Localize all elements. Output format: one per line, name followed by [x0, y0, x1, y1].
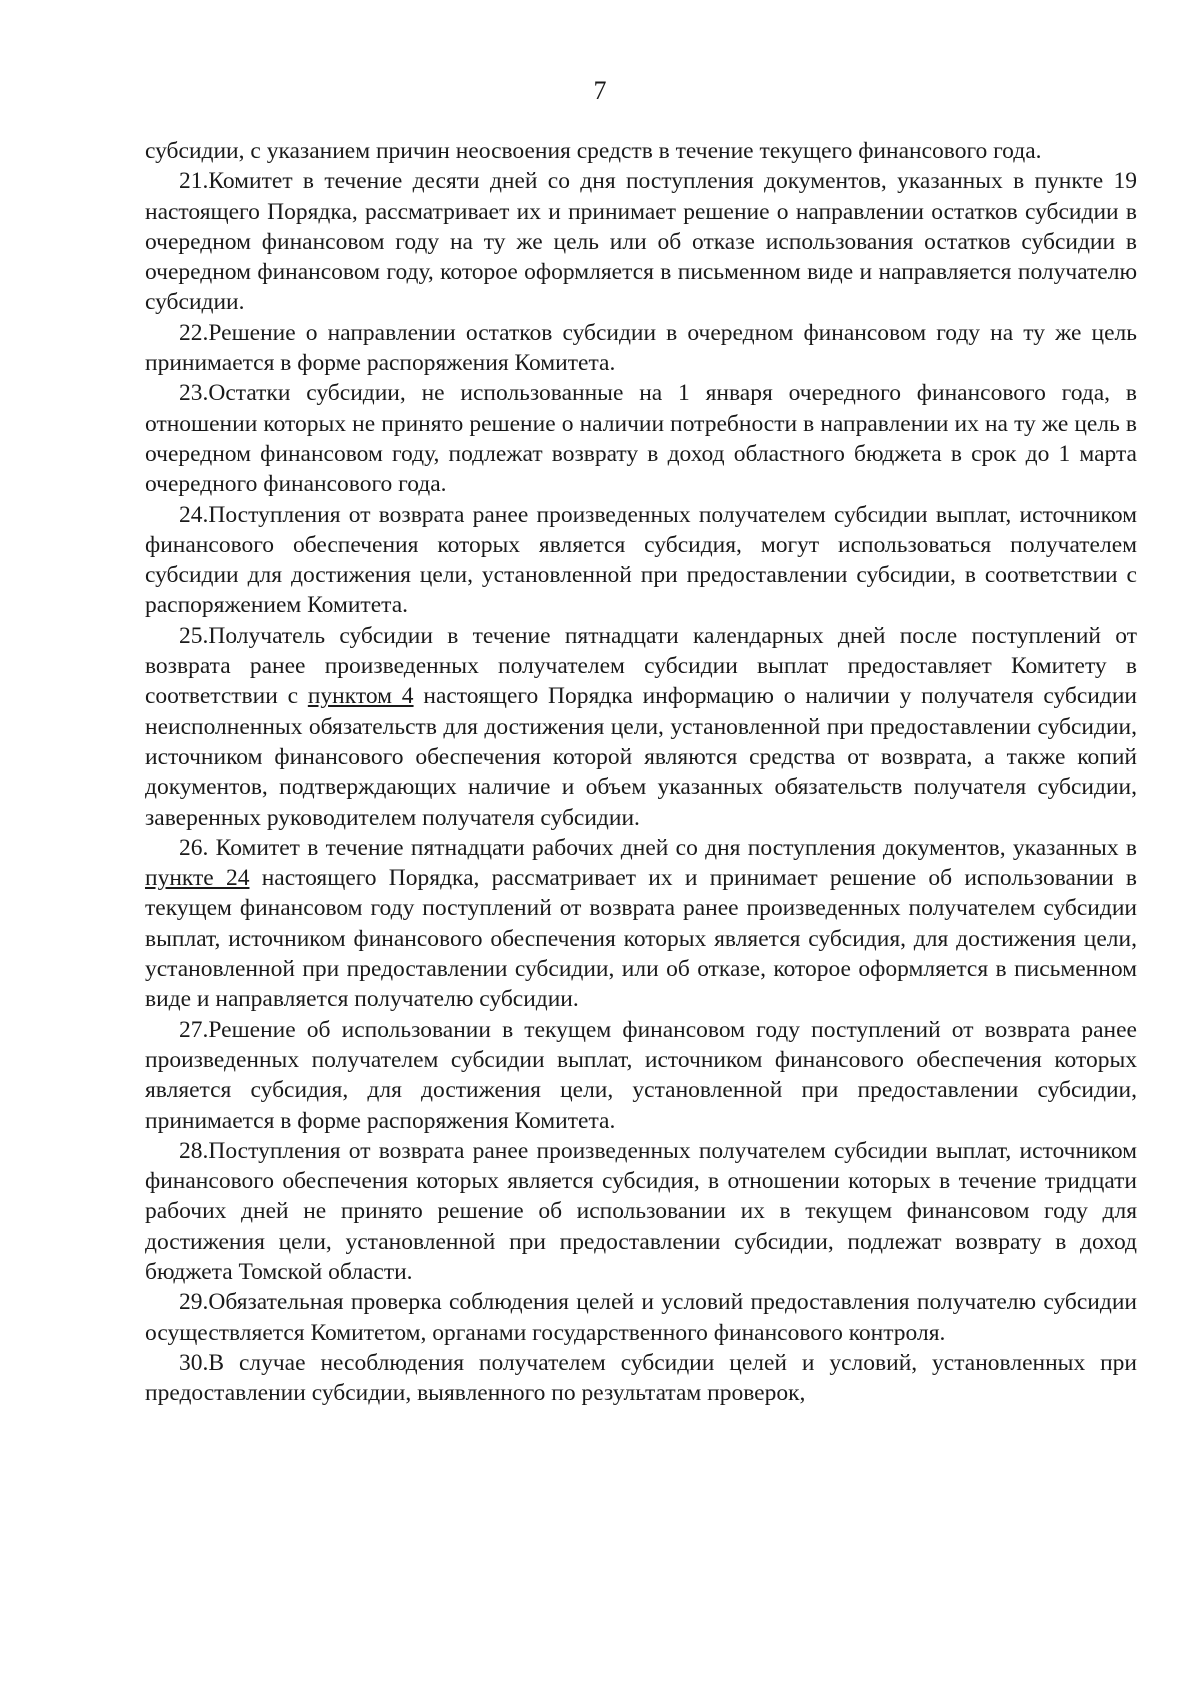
page-number: 7: [593, 76, 607, 105]
paragraph-text: 24.Поступления от возврата ранее произведенных получателем субсидии выплат, источником финансового обеспечения которых является субсидия, могут использоваться получателем субсидии для достижения цели, установленной при предоставлении субсидии, в соответствии с распоряжением Комитета.: [145, 501, 1137, 619]
paragraph-30: [145, 1348, 1137, 1409]
paragraph-text: 22.Решение о направлении остатков субсидии в очередном финансовом году на ту же цель принимается в форме распоряжения Комитета.: [145, 319, 1137, 377]
paragraph-text: 21.Комитет в течение десяти дней со дня поступления документов, указанных в пункте 19 настоящего Порядка, рассматривает их и принимает решение о направлении остатков субсидии в очередном финансовом году на ту же цель или об отказе использования остатков субсидии в очередном финансовом году, которое оформляется в письменном виде и направляется получателю субсидии.: [145, 168, 1137, 316]
paragraph-29: [145, 1287, 1137, 1348]
paragraph-text: 30.В случае несоблюдения получателем субсидии целей и условий, установленных при предоставлении субсидии, выявленного по результатам проверок,: [145, 1349, 1137, 1407]
paragraph-25: [145, 621, 1137, 833]
paragraph-text: 27.Решение об использовании в текущем финансовом году поступлений от возврата ранее произведенных получателем субсидии выплат, источником финансового обеспечения которых является субсидия, для достижения цели, установленной при предоставлении субсидии, принимается в форме распоряжения Комитета.: [145, 1016, 1137, 1134]
paragraph-text: 26. Комитет в течение пятнадцати рабочих дней со дня поступления документов, указанных в: [179, 834, 1137, 861]
paragraph-26: [145, 833, 1137, 1015]
paragraph-text: настоящего Порядка информацию о наличии у получателя субсидии неисполненных обязательств для достижения цели, установленной при предоставлении субсидии, источником финансового обеспечения которой являются средства от возврата, а также копий документов, подтверждающих наличие и объем указанных обязательств получателя субсидии, заверенных руководителем получателя субсидии.: [145, 683, 1137, 831]
paragraph-text: 28.Поступления от возврата ранее произведенных получателем субсидии выплат, источником финансового обеспечения которых является субсидия, в отношении которых в течение тридцати рабочих дней не принято решение об использовании их в текущем финансовом году для достижения цели, установленной при предоставлении субсидии, подлежат возврату в доход бюджета Томской области.: [145, 1137, 1137, 1285]
paragraph-text: 29.Обязательная проверка соблюдения целей и условий предоставления получателю субсидии осуществляется Комитетом, органами государственного финансового контроля.: [145, 1289, 1137, 1346]
reference-link-point-24[interactable]: пункте 24: [145, 865, 250, 892]
paragraph-23: [145, 378, 1137, 499]
paragraph-21: [145, 166, 1137, 317]
paragraph-24: [145, 500, 1137, 621]
paragraph-22: [145, 318, 1137, 379]
paragraph-text: настоящего Порядка, рассматривает их и принимает решение об использовании в текущем финансовом году поступлений от возврата ранее произведенных получателем субсидии выплат, источником финансового обеспечения которых является субсидия, для достижения цели, установленной при предоставлении субсидии, или об отказе, которое оформляется в письменном виде и направляется получателю субсидии.: [145, 865, 1137, 1013]
paragraph-text: 23.Остатки субсидии, не использованные на 1 января очередного финансового года, в отношении которых не принято решение о наличии потребности в направлении их на ту же цель в очередном финансовом году, подлежат возврату в доход областного бюджета в срок до 1 марта очередного финансового года.: [145, 380, 1137, 498]
paragraph-27: [145, 1015, 1137, 1136]
paragraph-20-continuation: [145, 136, 1137, 166]
reference-link-point-4[interactable]: пунктом 4: [307, 683, 414, 710]
paragraph-text: субсидии, с указанием причин неосвоения средств в течение текущего финансового года.: [145, 138, 1042, 164]
paragraph-28: [145, 1136, 1137, 1287]
paragraph-text: 25.Получатель субсидии в течение пятнадцати календарных дней после поступлений от возврата ранее произведенных получателем субсидии выплат предоставляет Комитету в соответствии с: [145, 622, 1137, 710]
document-body: [145, 136, 1137, 1408]
